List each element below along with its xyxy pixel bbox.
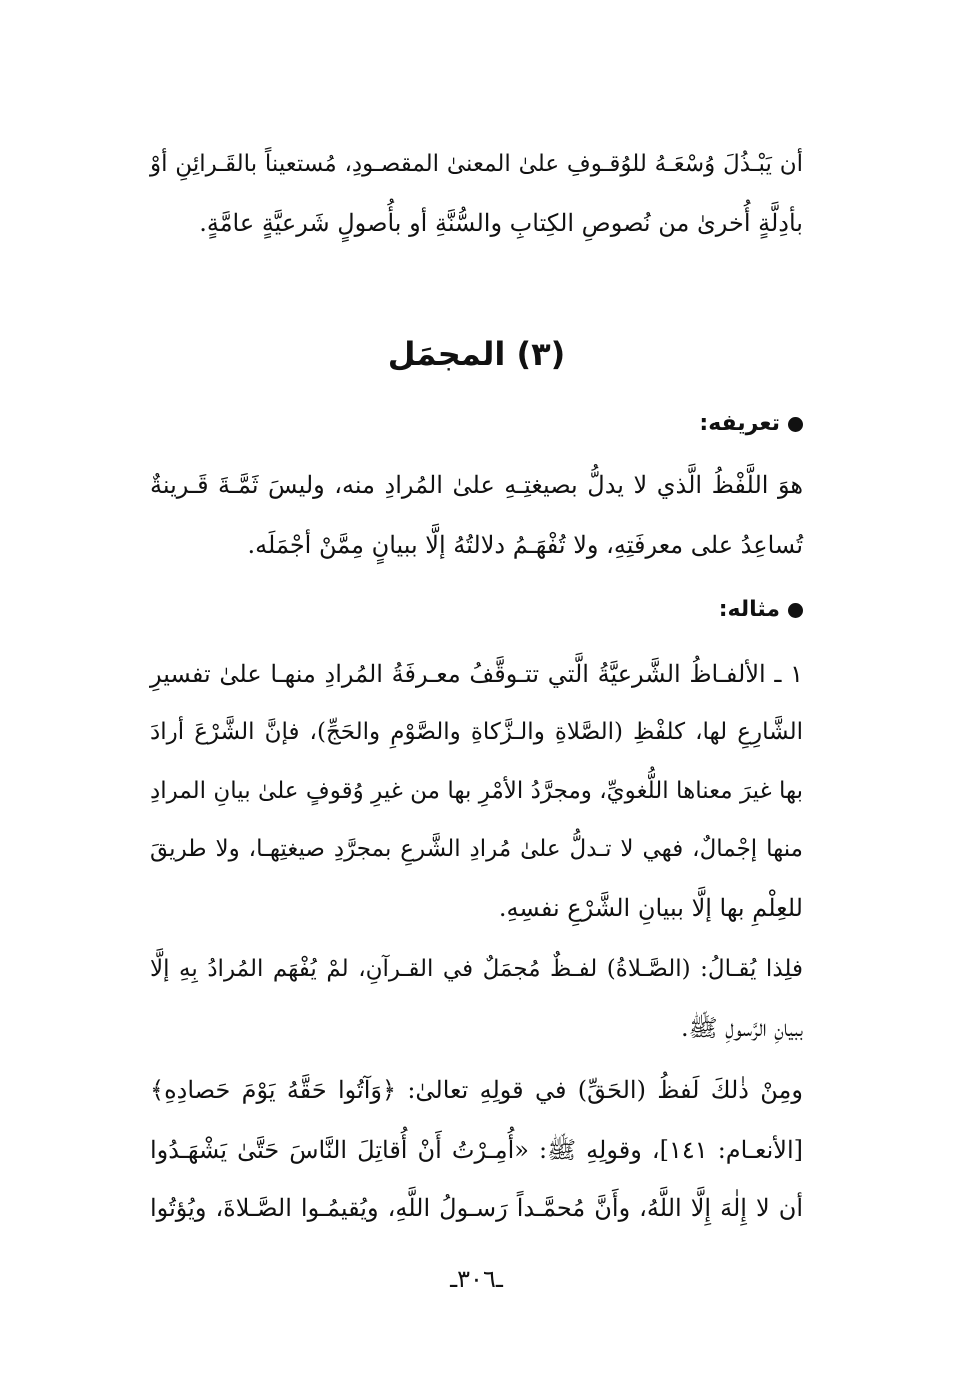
definition-line-1: هوَ اللَّفْظُ الَّذي لا يدلُّ بصيغتِـهِ علىٰ المُرادِ منه، وليسَ ثَمَّـةَ قَـرينةٌ [150,471,803,499]
example-p1-line-3: بها غيرَ معناها اللُّغويِّ، ومجرَّدُ الأمْرِ بها من غيرِ وُقوفٍ علىٰ بيانِ المرادِ [150,778,803,804]
example-p1-line-1: ١ ـ الألفـاظُ الشَّرعيَّةُ الَّتي تتـوقَّفُ معـرفَةُ المُرادِ منهـا علىٰ تفسيرِ [150,660,803,688]
section-title: (٣) المجمَل [387,335,566,373]
intro-line-1: أن يَبْـذُلَ وُسْعَـهُ للوُقـوفِ علىٰ المعنىٰ المقصـودِ، مُستعيناً بالقَـرائِنِ أوْ [150,151,803,177]
example-p1-line-2: الشَّارِعِ لها، كلفْظِ (الصَّلاةِ والـزَّكاةِ والصَّوْمِ والحَجِّ)، فإنَّ الشَّرْعَ أرادَ [150,719,803,745]
definition-heading-label: تعريفه: [699,411,780,436]
example-p2-line-1: فلِذا يُقـالُ: (الصَّـلاةُ) لفـظٌ مُجمَلٌ في القـرآنِ، لمْ يُفْهَم المُرادُ بِهِ إلَّا [150,956,803,982]
example-p3-line-2: [الأنعـام: ١٤١]، وقولِهِ ﷺ: «أُمِـرْتُ أَنْ أُقاتِلَ النَّاسَ حَتَّىٰ يَشْهَـدُوا [150,1136,803,1164]
page-number: ـ٣٠٦ـ [450,1265,503,1293]
example-p2-line-2: ببيانِ الرَّسولِ ﷺ. [681,1014,803,1042]
intro-line-2: بأدِلَّةٍ أُخرىٰ من نُصوصِ الكِتابِ والسُّنَّةِ أو بأُصولٍ شَرعيَّةٍ عامَّةٍ. [199,209,803,237]
bullet-icon [788,417,803,432]
definition-heading [699,406,803,442]
example-p3-line-3: أن لا إِلٰهَ إِلَّا اللَّهُ، وأَنَّ مُحمَّـداً رَسـولُ اللَّهِ، ويُقيمُـوا الصَّـلاةَ، ويُؤتُوا [150,1194,803,1222]
bullet-icon [788,603,803,618]
example-p3-line-1: ومِنْ ذٰلكَ لَفظُ (الحَقِّ) في قولِهِ تعالىٰ: ﴿وَآتُوا حَقَّهُ يَوْمَ حَصادِهِ﴾ [150,1076,804,1104]
example-heading [719,592,803,628]
definition-line-2: تُساعِدُ على معرفَتِهِ، ولا تُفْهَـمُ دلالتُهُ إلَّا ببيانٍ مِمَّنْ أجْمَلَه. [247,531,803,559]
example-heading-label: مثاله: [718,597,780,622]
example-p1-line-5: للعِلْمِ بها إلَّا ببيانِ الشَّرْعِ نفسِهِ. [498,894,803,922]
example-p1-line-4: منها إجْمالٌ، فهي لا تـدلُّ علىٰ مُرادِ الشَّرعِ بمجرَّدِ صيغتِهـا، ولا طريقَ [150,836,803,862]
